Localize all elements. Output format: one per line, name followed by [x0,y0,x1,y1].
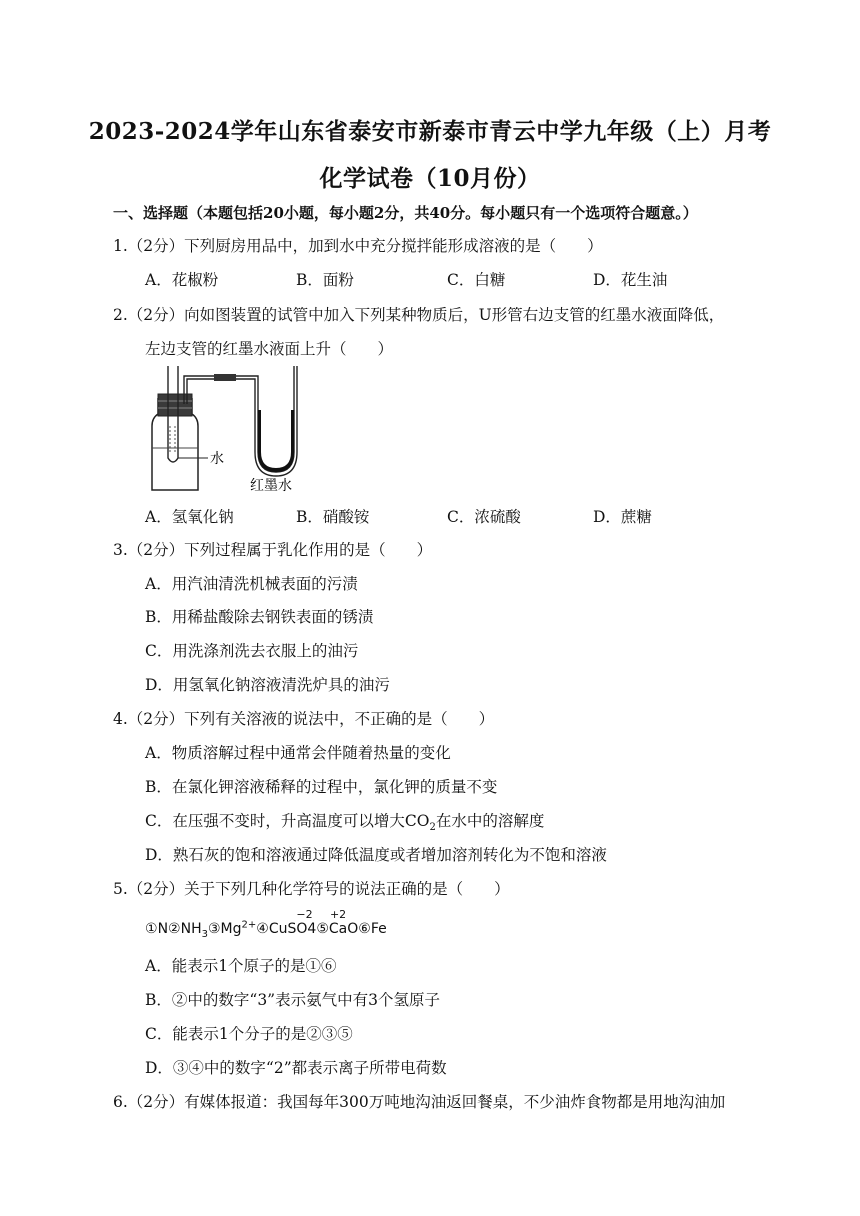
q5-option-d: D．③④中的数字“2”都表示离子所带电荷数 [145,1059,447,1077]
q2-stem-line-1: 2.（2分）向如图装置的试管中加入下列某种物质后，U形管右边支管的红墨水液面降低， [113,306,725,324]
q1-option-a: A．花椒粉 [145,271,219,289]
title-line-1: 2023-2024学年山东省泰安市新泰市青云中学九年级（上）月考 [88,118,772,145]
q2-option-a: A．氢氧化钠 [145,508,234,526]
q3-option-b: B．用稀盐酸除去钢铁表面的锈渍 [145,608,374,626]
section-heading: 一、选择题（本题包括20小题，每小题2分，共40分。每小题只有一个选项符合题意。） [113,204,698,222]
q2-option-c: C．浓硫酸 [447,508,521,526]
q1-stem: 1.（2分）下列厨房用品中，加到水中充分搅拌能形成溶液的是（ ） [113,237,603,255]
q1-option-b: B．面粉 [296,271,354,289]
q3-stem: 3.（2分）下列过程属于乳化作用的是（ ） [113,541,433,559]
q5-symbols-row: $①N②NH_3③Mg^{2+}④CuS$ −2 O4⑤ +2 CaO⑥Fe [145,908,387,940]
ink-label: 红墨水 [250,478,292,494]
q2-stem-line-2: 左边支管的红墨水液面上升（ ） [145,340,394,358]
q2-option-b: B．硝酸铵 [296,508,370,526]
q1-option-c: C．白糖 [447,271,506,289]
q4-option-b: B．在氯化钾溶液稀释的过程中，氯化钾的质量不变 [145,778,498,796]
q4-option-d: D．熟石灰的饱和溶液通过降低温度或者增加溶剂转化为不饱和溶液 [145,846,607,864]
u-tube-apparatus-figure [140,366,320,496]
q3-option-a: A．用汽油清洗机械表面的污渍 [145,575,358,593]
q6-stem: 6.（2分）有媒体报道：我国每年300万吨地沟油返回餐桌，不少油炸食物都是用地沟油加 [113,1093,726,1111]
title-line-2: 化学试卷（10月份） [319,165,541,192]
q1-option-d: D．花生油 [593,271,668,289]
q4-option-c: C．在压强不变时，升高温度可以增大$CO_2$在水中的溶解度 [145,812,545,834]
q5-option-b: B．②中的数字“3”表示氨气中有3个氢原子 [145,991,440,1009]
q5-option-c: C．能表示1个分子的是②③⑤ [145,1025,353,1043]
q4-stem: 4.（2分）下列有关溶液的说法中，不正确的是（ ） [113,710,495,728]
q3-option-d: D．用氢氧化钠溶液清洗炉具的油污 [145,676,390,694]
q5-stem: 5.（2分）关于下列几种化学符号的说法正确的是（ ） [113,880,510,898]
q5-option-a: A．能表示1个原子的是①⑥ [145,957,337,975]
q2-option-d: D．蔗糖 [593,508,652,526]
q4-option-a: A．物质溶解过程中通常会伴随着热量的变化 [145,744,451,762]
q3-option-c: C．用洗涤剂洗去衣服上的油污 [145,642,359,660]
water-label: 水 [210,451,224,467]
